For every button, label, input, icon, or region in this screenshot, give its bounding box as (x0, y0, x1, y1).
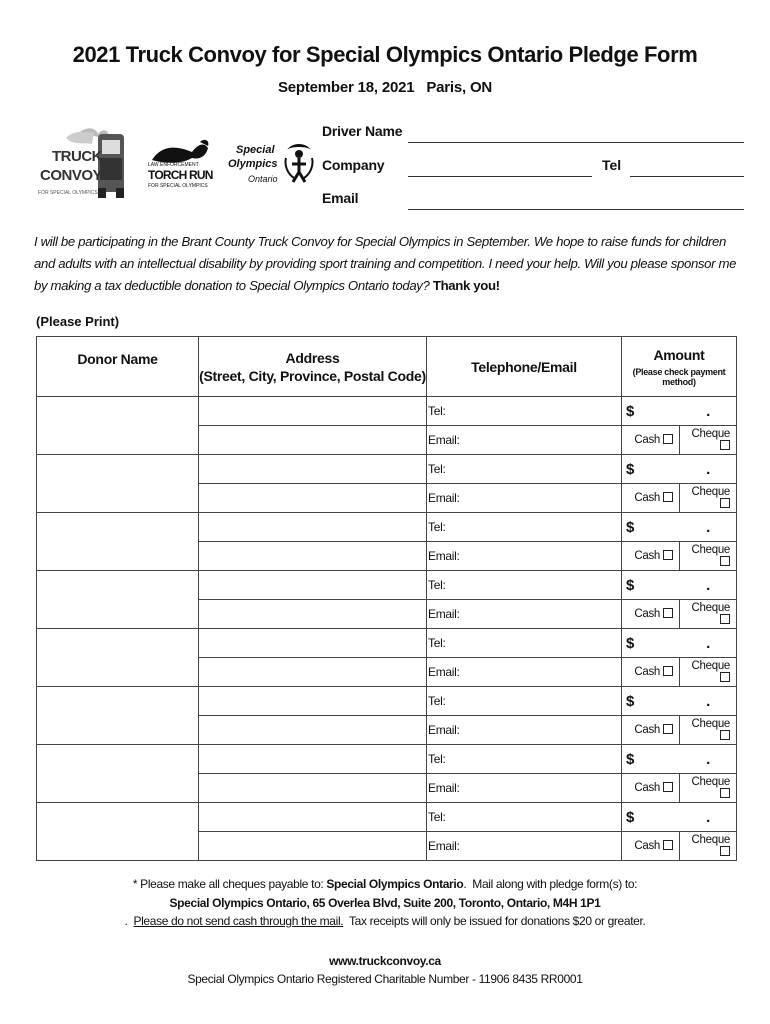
cheque-label: Cheque (691, 834, 731, 846)
page-title: 2021 Truck Convoy for Special Olympics Ontario Pledge Form (72, 42, 698, 67)
tel-cell-label: Tel: (428, 578, 446, 592)
cheque-checkbox[interactable] (720, 730, 730, 740)
amount-dollar-cell[interactable] (622, 571, 680, 600)
tel-cell-label: Tel: (428, 520, 446, 534)
cash-checkbox[interactable] (663, 550, 673, 560)
decimal-dot: . (706, 402, 711, 420)
amount-cents-cell[interactable] (680, 629, 737, 658)
address-cell-2[interactable] (199, 542, 427, 571)
thank-you: Thank you! (432, 278, 500, 293)
cheque-checkbox[interactable] (720, 672, 730, 682)
header-amount-label: Amount (653, 346, 705, 363)
decimal-dot: . (706, 750, 711, 768)
header-address-label: Address (285, 349, 340, 366)
tel-cell[interactable] (427, 397, 622, 426)
cash-option[interactable] (622, 600, 680, 629)
address-cell-1[interactable] (199, 571, 427, 600)
cash-checkbox[interactable] (663, 724, 673, 734)
pledge-row-tel (37, 397, 737, 426)
email-field[interactable] (408, 209, 744, 210)
donor-name-cell[interactable] (37, 397, 199, 455)
email-cell[interactable] (427, 716, 622, 745)
amount-dollar-cell[interactable] (622, 513, 680, 542)
decimal-dot: . (706, 518, 711, 536)
event-date-location: September 18, 2021 Paris, ON (277, 79, 493, 96)
intro-text: I will be participating in the Brant County Truck Convoy for Special Olympics in September. We hope to raise funds for children and adults with an intellectual disability by providing sport training and competition. I need your help. Will you please sponsor me by making a tax deductible donation to Special Olympics Ontario today? (34, 234, 737, 293)
address-cell-1[interactable] (199, 803, 427, 832)
tel-cell-label: Tel: (428, 752, 446, 766)
table-header-row (37, 337, 737, 397)
email-cell-label: Email: (428, 839, 460, 853)
tel-cell-label: Tel: (428, 404, 446, 418)
donor-name-cell[interactable] (37, 455, 199, 513)
pledge-rows (37, 397, 737, 861)
header-address (199, 337, 427, 397)
truck-logo-line1: TRUCK (52, 148, 102, 165)
cash-option[interactable] (622, 716, 680, 745)
tel-cell[interactable] (427, 513, 622, 542)
footer-line3-a: . (124, 914, 134, 928)
header-address-sub: (Street, City, Province, Postal Code) (199, 367, 426, 384)
cash-label: Cash (634, 666, 660, 678)
email-cell[interactable] (427, 832, 622, 861)
email-cell-label: Email: (428, 491, 460, 505)
truck-logo-line2: CONVOY (40, 167, 103, 184)
address-cell-2[interactable] (199, 484, 427, 513)
cheque-checkbox[interactable] (720, 614, 730, 624)
tel-field[interactable] (630, 176, 744, 177)
cash-option[interactable] (622, 658, 680, 687)
header-donor-name (37, 337, 199, 397)
cheque-label: Cheque (691, 776, 731, 788)
cash-checkbox[interactable] (663, 492, 673, 502)
address-cell-2[interactable] (199, 832, 427, 861)
dollar-sign: $ (626, 518, 635, 536)
pledge-row-tel (37, 455, 737, 484)
footer-tax-receipts: Tax receipts will only be issued for donations $20 or greater. (343, 914, 646, 928)
donor-name-cell[interactable] (37, 745, 199, 803)
cheque-option[interactable] (680, 658, 737, 687)
torch-run-top: LAW ENFORCEMENT (148, 162, 199, 168)
cash-checkbox[interactable] (663, 782, 673, 792)
decimal-dot: . (706, 576, 711, 594)
footer-payment-note (0, 877, 770, 891)
cash-label: Cash (634, 608, 660, 620)
amount-cents-cell[interactable] (680, 455, 737, 484)
email-cell[interactable] (427, 484, 622, 513)
address-cell-1[interactable] (199, 397, 427, 426)
cheque-option[interactable] (680, 832, 737, 861)
cheque-option[interactable] (680, 716, 737, 745)
driver-name-label: Driver Name (322, 123, 403, 139)
tel-cell-label: Tel: (428, 636, 446, 650)
so-line1: Special (236, 144, 275, 156)
cheque-checkbox[interactable] (720, 556, 730, 566)
cash-checkbox[interactable] (663, 666, 673, 676)
footer-mailing-address: Special Olympics Ontario, 65 Overlea Blvd, Suite 200, Toronto, Ontario, M4H 1P1 (169, 896, 601, 910)
decimal-dot: . (706, 460, 711, 478)
amount-cents-cell[interactable] (680, 687, 737, 716)
header-donor-label: Donor Name (77, 351, 158, 367)
truck-logo-tagline: FOR SPECIAL OLYMPICS (38, 190, 98, 196)
sponsor-logos (36, 124, 326, 204)
amount-dollar-cell[interactable] (622, 397, 680, 426)
email-cell[interactable] (427, 774, 622, 803)
cheque-label: Cheque (691, 718, 731, 730)
footer-no-cash: Please do not send cash through the mail. (133, 914, 344, 928)
decimal-dot: . (706, 808, 711, 826)
cash-label: Cash (634, 724, 660, 736)
cash-checkbox[interactable] (663, 434, 673, 444)
address-cell-2[interactable] (199, 426, 427, 455)
dollar-sign: $ (626, 460, 635, 478)
address-cell-2[interactable] (199, 658, 427, 687)
email-cell[interactable] (427, 426, 622, 455)
amount-dollar-cell[interactable] (622, 745, 680, 774)
amount-cents-cell[interactable] (680, 571, 737, 600)
amount-dollar-cell[interactable] (622, 803, 680, 832)
donor-name-cell[interactable] (37, 803, 199, 861)
decimal-dot: . (706, 692, 711, 710)
cheque-checkbox[interactable] (720, 846, 730, 856)
address-cell-2[interactable] (199, 600, 427, 629)
email-cell[interactable] (427, 658, 622, 687)
decimal-dot: . (706, 634, 711, 652)
dollar-sign: $ (626, 634, 635, 652)
tel-cell[interactable] (427, 455, 622, 484)
address-cell-1[interactable] (199, 455, 427, 484)
header-amount (622, 337, 737, 397)
email-cell[interactable] (427, 542, 622, 571)
footer-charity-number: Special Olympics Ontario Registered Charitable Number - 11906 8435 RR0001 (187, 972, 583, 986)
pledge-row-tel (37, 745, 737, 774)
tel-cell[interactable] (427, 571, 622, 600)
email-cell-label: Email: (428, 723, 460, 737)
footer-line1-c: . Mail along with pledge form(s) to: (463, 877, 638, 891)
special-olympics-figure-icon (284, 140, 314, 186)
tel-cell-label: Tel: (428, 694, 446, 708)
header-amount-sub: (Please check payment method) (632, 366, 726, 387)
email-label: Email (322, 190, 359, 206)
address-cell-1[interactable] (199, 513, 427, 542)
email-cell-label: Email: (428, 781, 460, 795)
amount-cents-cell[interactable] (680, 397, 737, 426)
cheque-label: Cheque (691, 486, 731, 498)
cash-option[interactable] (622, 484, 680, 513)
email-cell-label: Email: (428, 607, 460, 621)
pledge-table (36, 336, 737, 861)
pledge-row-tel (37, 571, 737, 600)
pledge-row-tel (37, 629, 737, 658)
cash-checkbox[interactable] (663, 608, 673, 618)
driver-name-field[interactable] (408, 142, 744, 143)
header-telephone-email (427, 337, 622, 397)
tel-cell-label: Tel: (428, 462, 446, 476)
cheque-label: Cheque (691, 602, 731, 614)
company-field[interactable] (408, 176, 592, 177)
address-cell-2[interactable] (199, 716, 427, 745)
email-cell-label: Email: (428, 549, 460, 563)
tel-label: Tel (602, 157, 622, 173)
truck-convoy-logo (36, 124, 128, 202)
cheque-option[interactable] (680, 542, 737, 571)
cheque-checkbox[interactable] (720, 440, 730, 450)
footer-line1-a: * Please make all cheques payable to: (132, 877, 327, 891)
amount-cents-cell[interactable] (680, 513, 737, 542)
cash-label: Cash (634, 550, 660, 562)
footer-cash-note (0, 914, 770, 928)
address-cell-1[interactable] (199, 745, 427, 774)
cheque-label: Cheque (691, 544, 731, 556)
dollar-sign: $ (626, 692, 635, 710)
cheque-option[interactable] (680, 600, 737, 629)
cash-option[interactable] (622, 832, 680, 861)
pledge-row-tel (37, 687, 737, 716)
dollar-sign: $ (626, 808, 635, 826)
dollar-sign: $ (626, 402, 635, 420)
cheque-option[interactable] (680, 774, 737, 803)
torch-run-logo (148, 138, 212, 194)
address-cell-2[interactable] (199, 774, 427, 803)
so-line3: Ontario (248, 174, 278, 184)
tel-cell[interactable] (427, 629, 622, 658)
cheque-label: Cheque (691, 660, 731, 672)
donor-name-cell[interactable] (37, 571, 199, 629)
dollar-sign: $ (626, 576, 635, 594)
pledge-row-tel (37, 513, 737, 542)
tel-cell[interactable] (427, 687, 622, 716)
cash-label: Cash (634, 782, 660, 794)
amount-dollar-cell[interactable] (622, 687, 680, 716)
cash-label: Cash (634, 492, 660, 504)
cheque-checkbox[interactable] (720, 788, 730, 798)
torch-run-bottom: FOR SPECIAL OLYMPICS (148, 183, 208, 189)
address-cell-1[interactable] (199, 629, 427, 658)
tel-cell[interactable] (427, 803, 622, 832)
tel-cell-label: Tel: (428, 810, 446, 824)
dollar-sign: $ (626, 750, 635, 768)
amount-cents-cell[interactable] (680, 745, 737, 774)
donor-name-cell[interactable] (37, 513, 199, 571)
donor-name-cell[interactable] (37, 629, 199, 687)
amount-dollar-cell[interactable] (622, 455, 680, 484)
cash-option[interactable] (622, 426, 680, 455)
cash-option[interactable] (622, 774, 680, 803)
email-cell-label: Email: (428, 433, 460, 447)
cheque-checkbox[interactable] (720, 498, 730, 508)
cheque-option[interactable] (680, 426, 737, 455)
cheque-option[interactable] (680, 484, 737, 513)
intro-paragraph (34, 231, 740, 297)
pledge-row-tel (37, 803, 737, 832)
footer-website[interactable]: www.truckconvoy.ca (329, 954, 441, 968)
company-label: Company (322, 157, 385, 173)
cash-checkbox[interactable] (663, 840, 673, 850)
special-olympics-logo (228, 140, 318, 190)
footer-payee: Special Olympics Ontario (326, 877, 464, 891)
address-cell-1[interactable] (199, 687, 427, 716)
amount-dollar-cell[interactable] (622, 629, 680, 658)
amount-cents-cell[interactable] (680, 803, 737, 832)
torch-run-main: TORCH RUN (148, 168, 213, 182)
tel-cell[interactable] (427, 745, 622, 774)
cash-option[interactable] (622, 542, 680, 571)
cash-label: Cash (634, 840, 660, 852)
cash-label: Cash (634, 434, 660, 446)
please-print-note: (Please Print) (36, 314, 120, 329)
cheque-label: Cheque (691, 428, 731, 440)
email-cell[interactable] (427, 600, 622, 629)
so-line2: Olympics (228, 158, 278, 170)
email-cell-label: Email: (428, 665, 460, 679)
header-contact-label: Telephone/Email (471, 358, 577, 375)
donor-name-cell[interactable] (37, 687, 199, 745)
